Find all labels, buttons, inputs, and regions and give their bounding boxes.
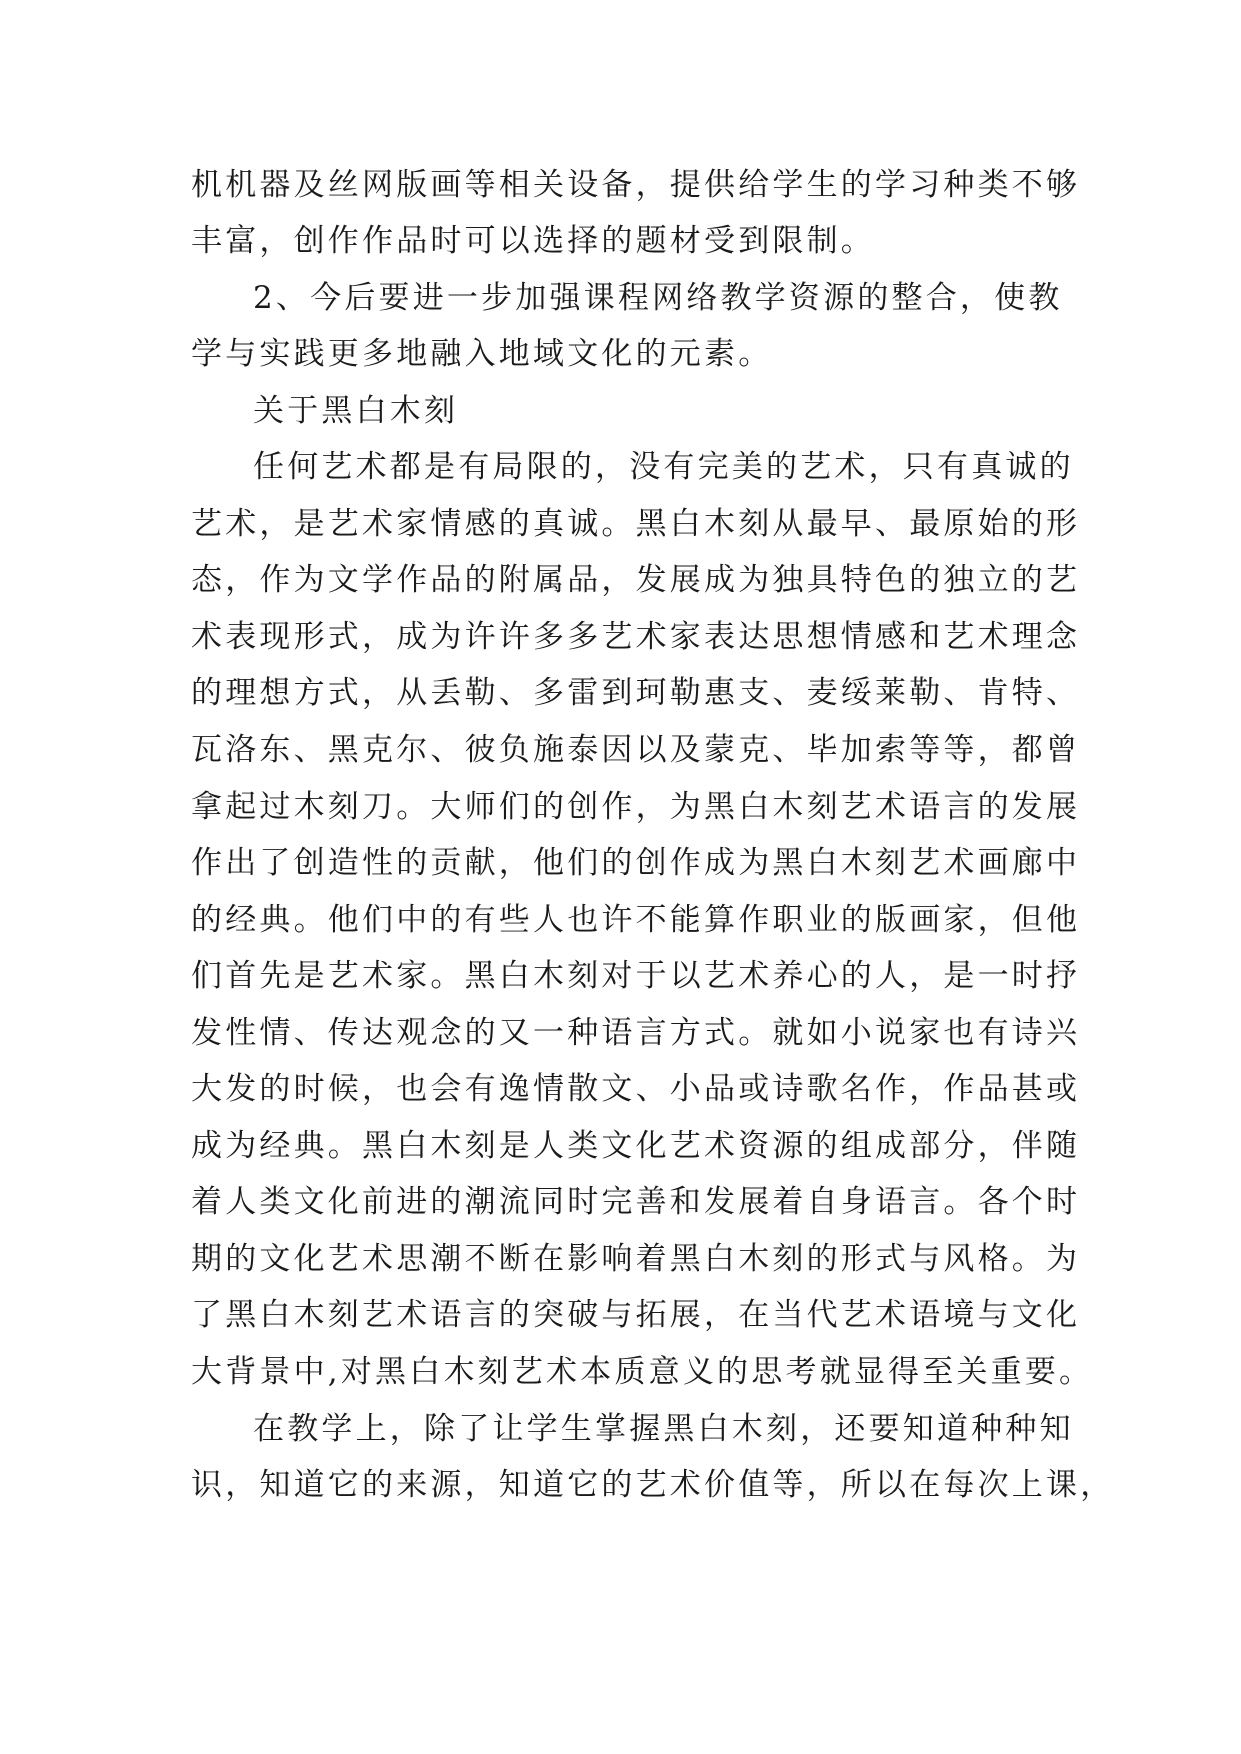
- body-text-line: 发性情、传达观念的又一种语言方式。就如小说家也有诗兴: [191, 1015, 1081, 1051]
- body-text-line: 丰富，创作作品时可以选择的题材受到限制。: [191, 223, 875, 259]
- body-text-line: 拿起过木刻刀。大师们的创作，为黑白木刻艺术语言的发展: [191, 789, 1081, 825]
- body-text-line: 2、今后要进一步加强课程网络教学资源的整合，使教: [253, 280, 1063, 316]
- body-text-line: 了黑白木刻艺术语言的突破与拓展，在当代艺术语境与文化: [191, 1297, 1081, 1333]
- body-text-line: 艺术，是艺术家情感的真诚。黑白木刻从最早、最原始的形: [191, 506, 1081, 542]
- body-text-line: 大背景中,对黑白木刻艺术本质意义的思考就显得至关重要。: [191, 1354, 1094, 1390]
- body-text-line: 瓦洛东、黑克尔、彼负施泰因以及蒙克、毕加索等等，都曾: [191, 732, 1081, 768]
- body-text-line: 着人类文化前进的潮流同时完善和发展着自身语言。各个时: [191, 1184, 1081, 1220]
- body-text-line: 任何艺术都是有局限的，没有完美的艺术，只有真诚的: [253, 449, 1074, 485]
- body-text-line: 成为经典。黑白木刻是人类文化艺术资源的组成部分，伴随: [191, 1128, 1081, 1164]
- body-text-line: 作出了创造性的贡献，他们的创作成为黑白木刻艺术画廊中: [191, 845, 1081, 881]
- body-text-line: 大发的时候，也会有逸情散文、小品或诗歌名作，作品甚或: [191, 1071, 1081, 1107]
- section-heading: 关于黑白木刻: [253, 393, 459, 429]
- body-text-line: 学与实践更多地融入地域文化的元素。: [191, 336, 773, 372]
- body-text-line: 期的文化艺术思潮不断在影响着黑白木刻的形式与风格。为: [191, 1241, 1081, 1277]
- body-text-line: 态，作为文学作品的附属品，发展成为独具特色的独立的艺: [191, 562, 1081, 598]
- body-text-line: 机机器及丝网版画等相关设备，提供给学生的学习种类不够: [191, 167, 1081, 203]
- body-text-line: 的理想方式，从丢勒、多雷到珂勒惠支、麦绥莱勒、肯特、: [191, 675, 1081, 711]
- body-text-line: 识，知道它的来源，知道它的艺术价值等，所以在每次上课，: [191, 1467, 1115, 1503]
- body-text-line: 们首先是艺术家。黑白木刻对于以艺术养心的人，是一时抒: [191, 958, 1081, 994]
- body-text-line: 术表现形式，成为许许多多艺术家表达思想情感和艺术理念: [191, 619, 1081, 655]
- body-text-line: 在教学上，除了让学生掌握黑白木刻，还要知道种种知: [253, 1411, 1074, 1447]
- body-text-line: 的经典。他们中的有些人也许不能算作职业的版画家，但他: [191, 902, 1081, 938]
